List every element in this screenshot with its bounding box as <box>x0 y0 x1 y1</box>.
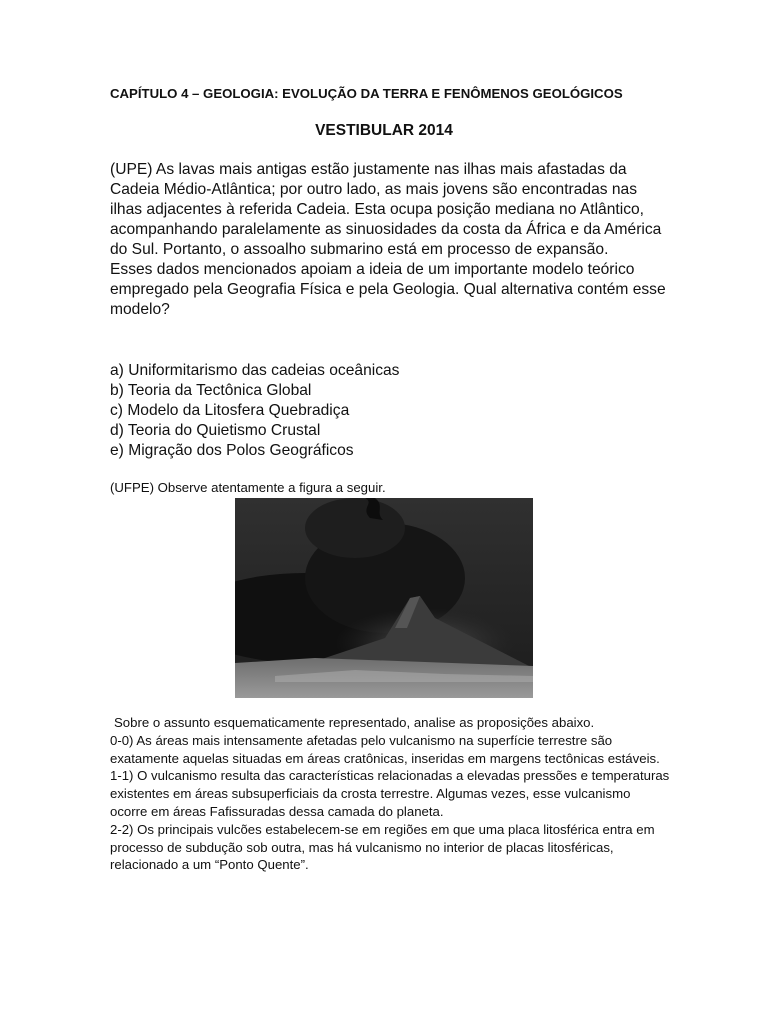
volcano-photo-icon <box>235 498 533 698</box>
question-1-paragraph-2: Esses dados mencionados apoiam a ideia de um importante modelo teórico empregado pela Geografia Física e pela Geologia. Qual alternativa contém esse modelo? <box>110 261 666 318</box>
alternative-a: a) Uniformitarismo das cadeias oceânicas <box>110 362 400 379</box>
proposition-1-1: 1-1) O vulcanismo resulta das características relacionadas a elevadas pressões e temperaturas existentes em áreas subsuperficiais da crosta terrestre. Algumas vezes, esse vulcanismo ocorre em áreas Fafissuradas dessa camada do planeta. <box>110 768 670 819</box>
question-1-alternatives <box>110 361 399 461</box>
proposition-2-2: 2-2) Os principais vulcões estabelecem-se em regiões em que uma placa litosférica entra em processo de subdução sob outra, mas há vulcanismo no interior de placas litosféricas, relacionado a um “Ponto Quente”. <box>110 821 655 873</box>
alternative-c: c) Modelo da Litosfera Quebradiça <box>110 402 350 419</box>
question-1 <box>110 160 670 320</box>
exam-title: VESTIBULAR 2014 <box>315 122 453 139</box>
question-2-intro: (UFPE) Observe atentamente a figura a seguir. <box>110 480 386 495</box>
alternative-d: d) Teoria do Quietismo Crustal <box>110 422 321 439</box>
chapter-title: CAPÍTULO 4 – GEOLOGIA: EVOLUÇÃO DA TERRA E FENÔMENOS GEOLÓGICOS <box>110 86 623 101</box>
question-2-propositions <box>110 714 670 874</box>
alternative-e: e) Migração dos Polos Geográficos <box>110 442 354 459</box>
proposition-0-0: 0-0) As áreas mais intensamente afetadas pelo vulcanismo na superfície terrestre são exatamente aquelas situadas em áreas cratônicas, inseridas em margens tectônicas estáveis. <box>110 732 660 766</box>
question-2-lead: Sobre o assunto esquematicamente representado, analise as proposições abaixo. <box>114 715 595 730</box>
question-1-paragraph-1: (UPE) As lavas mais antigas estão justamente nas ilhas mais afastadas da Cadeia Médio-Atlântica; por outro lado, as mais jovens são encontradas nas ilhas adjacentes à referida Cadeia. Esta ocupa posição mediana no Atlântico, acompanhando paralelamente as sinuosidades da costa da África e da América do Sul. Portanto, o assoalho submarino está em processo de expansão. <box>110 161 662 258</box>
smoke-cloud-top <box>305 498 405 558</box>
volcano-figure-svg <box>235 498 533 698</box>
alternative-b: b) Teoria da Tectônica Global <box>110 382 312 399</box>
